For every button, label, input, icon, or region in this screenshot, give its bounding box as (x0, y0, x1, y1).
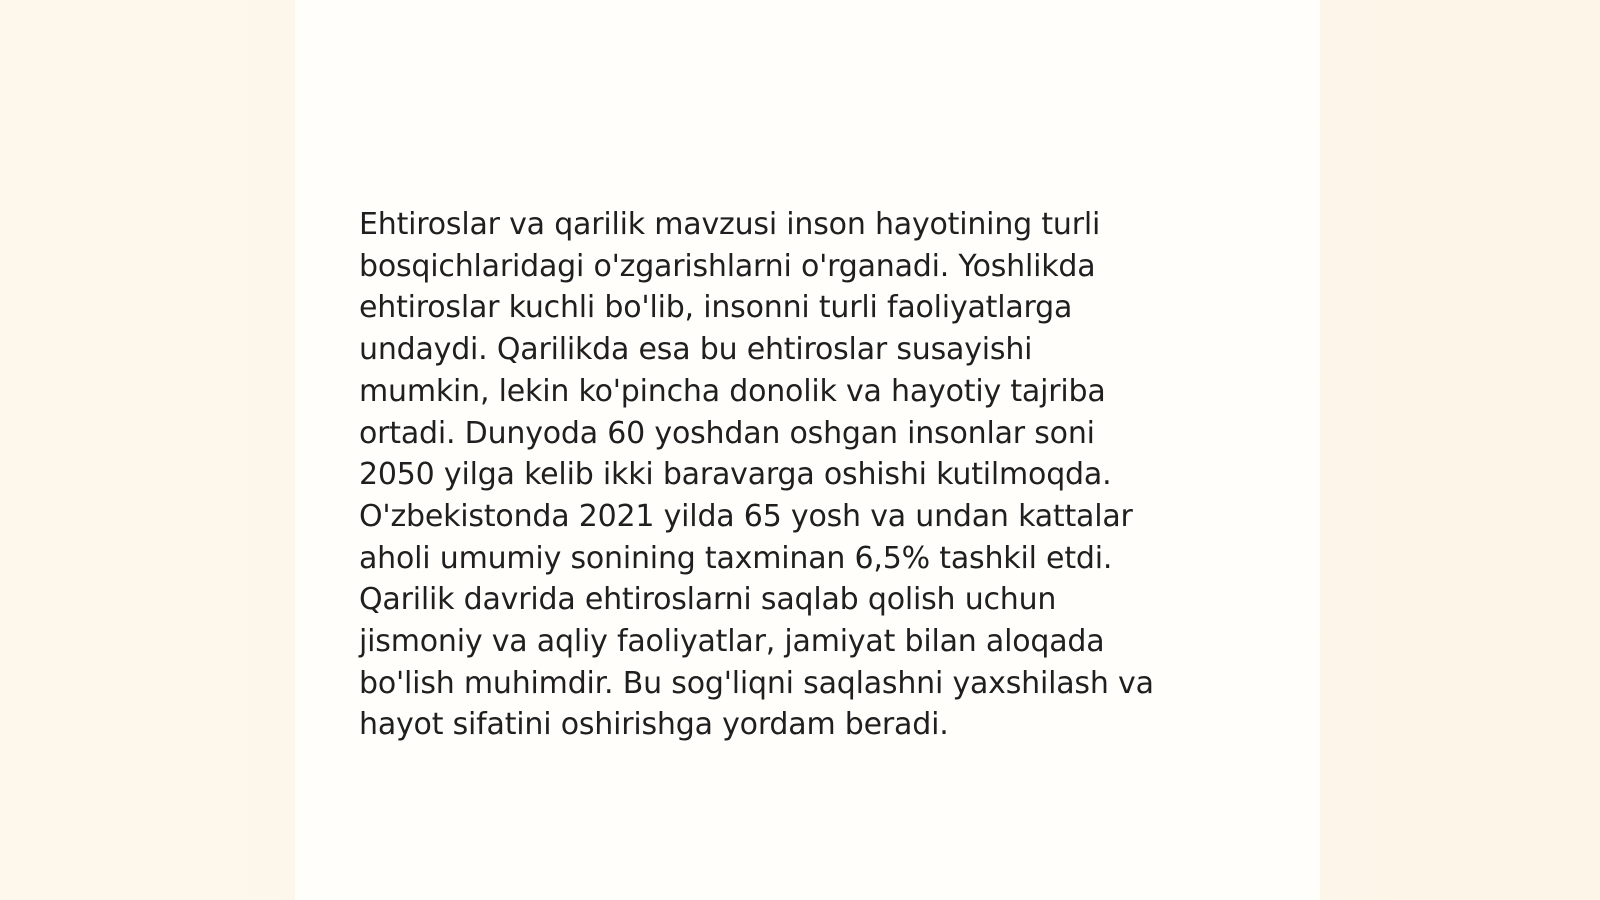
text-line: Qarilik davrida ehtiroslarni saqlab qolish uchun (359, 582, 1057, 618)
text-line: Ehtiroslar va qarilik mavzusi inson hayotining turli (359, 207, 1101, 242)
text-line: O'zbekistonda 2021 yilda 65 yosh va undan kattalar (359, 498, 1133, 534)
text-line: hayot sifatini oshirishga yordam beradi. (359, 707, 949, 743)
text-line: jismoniy va aqliy faoliyatlar, jamiyat bilan aloqada (359, 624, 1105, 660)
text-line: ortadi. Dunyoda 60 yoshdan oshgan insonlar soni (359, 415, 1095, 451)
text-line: bosqichlaridagi o'zgarishlarni o'rganadi. Yoshlikda (359, 248, 1096, 284)
text-line: aholi umumiy sonining taxminan 6,5% tashkil etdi. (359, 540, 1113, 576)
text-line: undaydi. Qarilikda esa bu ehtiroslar susayishi (359, 332, 1033, 368)
slide-body-text (359, 204, 1279, 746)
text-line: 2050 yilga kelib ikki baravarga oshishi kutilmoqda. (359, 457, 1112, 493)
text-line: mumkin, lekin ko'pincha donolik va hayotiy tajriba (359, 373, 1106, 409)
slide (295, 0, 1320, 900)
text-line: bo'lish muhimdir. Bu sog'liqni saqlashni yaxshilash va (359, 665, 1154, 701)
text-line: ehtiroslar kuchli bo'lib, insonni turli faoliyatlarga (359, 290, 1073, 326)
